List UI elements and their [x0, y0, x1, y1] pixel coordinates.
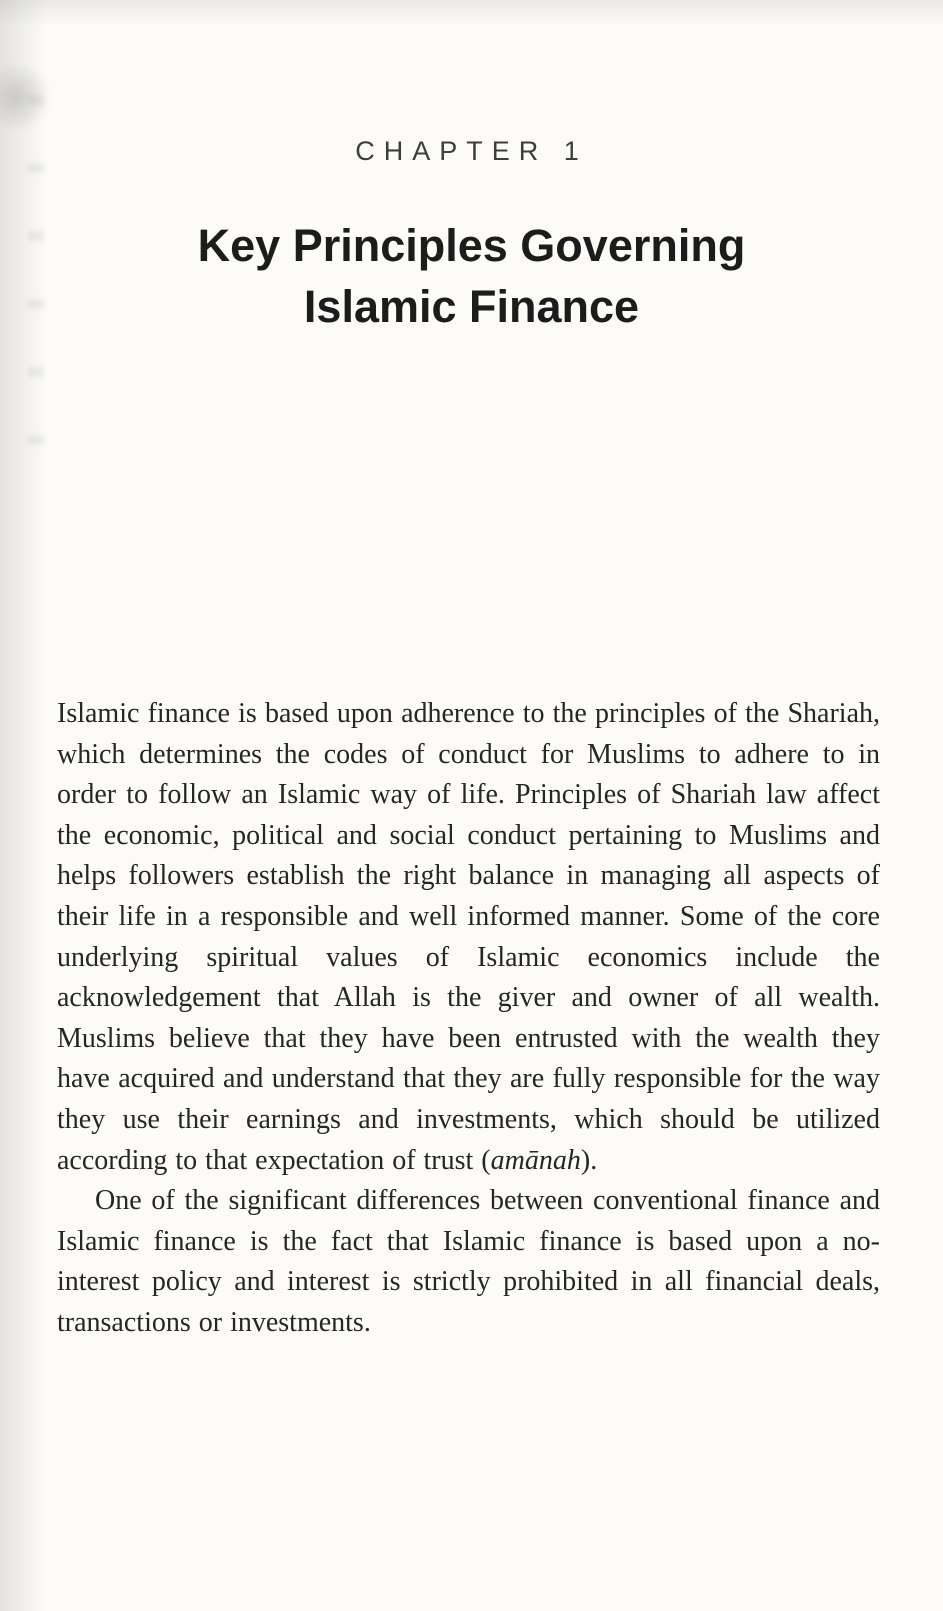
chapter-label: CHAPTER 1 — [355, 136, 588, 166]
chapter-title-line1: Key Principles Governing — [197, 220, 746, 271]
scan-smudge-artifact — [0, 62, 52, 132]
paragraph-1-text-post: ). — [580, 1144, 598, 1176]
chapter-title — [0, 216, 943, 338]
paragraph-1-text-pre: Islamic finance is based upon adherence to the principles of the Shariah, which determines the codes of conduct for Muslims to adhere to in order to follow an Islamic way of life. Principles of Shariah law affect the economic, political and social conduct pertaining to Muslims and helps followers establish the right balance in managing all aspects of their life in a responsible and well informed manner. Some of the core underlying spiritual values of Islamic economics include the acknowledgement that Allah is the giver and owner of all wealth. Muslims believe that they have been entrusted with the wealth they have acquired and understand that they are fully responsible for the way they use their earnings and investments, which should be utilized according to that expectation of trust ( — [57, 698, 880, 1176]
body-text — [57, 694, 880, 1344]
italic-term-amanah: amānah — [490, 1144, 581, 1176]
chapter-title-line2: Islamic Finance — [303, 280, 640, 332]
paragraph-2: One of the significant differences between conventional finance and Islamic finance is the fact that Islamic finance is based upon a no-interest policy and interest is strictly prohibited in all financial deals, transactions or investments. — [57, 1185, 880, 1338]
paragraph-1 — [57, 694, 880, 1181]
